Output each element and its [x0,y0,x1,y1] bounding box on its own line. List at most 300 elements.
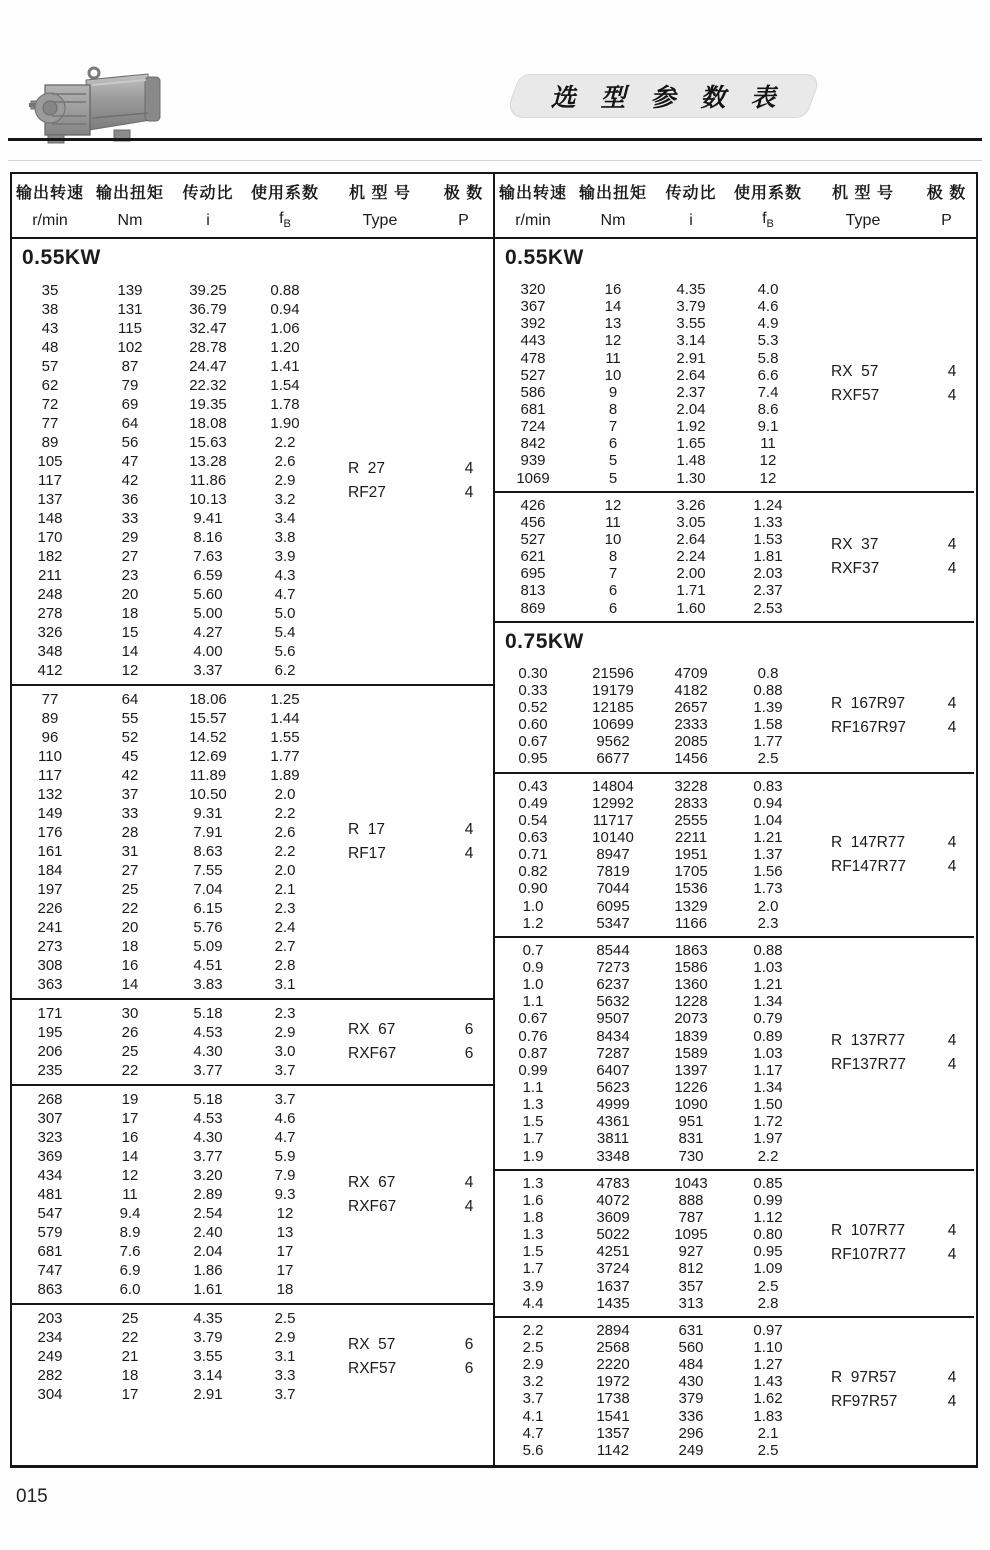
cell: 1.0 [522,976,544,994]
table-header-row [12,174,976,239]
cell: 7.63 [193,548,223,565]
cell: 1.6 [522,1191,544,1209]
table-row [12,281,493,300]
cell: 3.9 [274,548,296,565]
cell: 313 [678,1294,704,1312]
table-row [12,1109,493,1128]
cell: 1.97 [753,1130,783,1148]
type-designation [831,692,977,740]
column-label: 机 型 号 [349,185,411,202]
cell: 6 [608,599,618,617]
pole-count: 4 [947,1056,957,1074]
cell: 5.9 [274,1148,296,1165]
cell: 323 [37,1129,63,1146]
cell: 16 [604,281,622,299]
cell: 3.7 [274,1062,296,1079]
cell: 3.14 [193,1367,223,1384]
cell: 560 [678,1338,704,1356]
cell: 0.82 [518,863,548,881]
type-line [831,360,977,384]
cell: 16 [121,1129,139,1146]
table-row [495,1130,974,1147]
cell: 117 [38,767,62,784]
cell: 1.3 [522,1174,544,1192]
cell: 1.21 [753,829,783,846]
cell: 3.9 [522,1277,544,1295]
cell: 235 [37,1062,63,1079]
table-row [12,690,493,709]
table-row [495,1339,974,1356]
cell: 1456 [674,750,708,768]
type-line [348,1042,494,1066]
cell: 31 [121,843,139,860]
column-unit: Nm [117,211,143,229]
cell: 268 [37,1091,63,1108]
cell: 1839 [674,1027,708,1045]
subscript-b: B [283,218,291,231]
table-row [12,728,493,747]
cell: 2.7 [274,938,296,955]
cell: 4.00 [193,643,223,660]
table-row [495,795,974,812]
column-label: 机 型 号 [832,185,894,202]
type-line [831,1219,977,1243]
type-line [831,1243,977,1267]
cell: 17 [121,1110,139,1127]
cell: 0.88 [753,681,783,699]
table-row [495,1425,974,1442]
cell: 22.32 [189,377,227,394]
cell: 11 [122,1186,138,1203]
table-row [12,975,493,994]
table-row [495,418,974,435]
type-line [348,842,494,866]
cell: 1397 [674,1061,708,1079]
cell: 8 [608,401,618,419]
cell: 0.76 [518,1027,548,1045]
cell: 234 [37,1329,63,1346]
cell: 1.09 [753,1260,783,1278]
table-row [12,1147,493,1166]
cell: 249 [678,1441,704,1459]
cell: 1228 [674,993,708,1011]
cell: 3.79 [193,1329,223,1346]
model-type: R 107R77 [831,1222,906,1240]
cell: 5 [608,469,618,487]
type-designation [348,1171,494,1219]
subscript-b: B [766,218,774,231]
table-row [495,435,974,452]
cell: 4.30 [193,1129,223,1146]
cell: 14.52 [189,729,227,746]
cell: 5.60 [193,586,223,603]
cell: 131 [117,301,143,318]
cell: 0.60 [518,716,548,734]
table-row [495,1175,974,1192]
pole-count: 4 [947,1393,957,1411]
cell: 2.4 [274,919,296,936]
cell: 6.9 [119,1262,141,1279]
cell: 2.03 [753,565,783,583]
column-label: 输出扭矩 [578,185,647,202]
type-line [348,1333,494,1357]
pole-count: 4 [947,559,957,577]
table-row [495,976,974,993]
table-row [12,319,493,338]
header-rule-thin [8,160,982,161]
pole-count: 4 [464,1197,474,1215]
cell: 1951 [674,846,708,864]
cell: 18 [121,938,139,955]
table-row [495,497,974,514]
cell: 4.4 [522,1294,544,1312]
cell: 3.77 [193,1062,223,1079]
cell: 0.71 [518,846,548,864]
page-title: 选 型 参 数 表 [550,84,785,112]
cell: 0.43 [518,777,548,795]
cell: 4.7 [522,1424,544,1442]
table-row [12,766,493,785]
cell: 18 [276,1281,294,1298]
cell: 12 [759,469,777,487]
cell: 1.17 [753,1061,783,1079]
table-row [495,1113,974,1130]
cell: 170 [37,529,63,546]
cell: 29 [121,529,139,546]
cell: 0.8 [757,664,779,682]
cell: 2.6 [274,824,296,841]
table-row [12,1128,493,1147]
type-line [348,1357,494,1381]
cell: 307 [37,1110,63,1127]
cell: 3.7 [274,1386,296,1403]
cell: 9.3 [274,1186,296,1203]
column-unit: Type [845,211,881,229]
cell: 0.52 [518,699,548,717]
cell: 273 [37,938,63,955]
cell: 0.30 [518,664,548,682]
cell: 4.9 [757,315,779,333]
cell: 336 [678,1407,704,1425]
model-type: RXF67 [348,1045,397,1062]
cell: 3609 [596,1208,630,1226]
cell: 7.04 [193,881,223,898]
cell: 55 [121,710,139,727]
cell: 5 [608,452,618,470]
cell: 1.24 [753,496,783,514]
cell: 9.4 [119,1205,141,1222]
cell: 226 [37,900,63,917]
cell: 11.89 [189,767,227,784]
cell: 37 [121,786,139,803]
cell: 2.2 [274,434,296,451]
cell: 1.2 [522,914,544,932]
cell: 8947 [596,846,630,864]
cell: 4.51 [193,957,223,974]
cell: 0.90 [518,880,548,898]
cell: 3.7 [274,1091,296,1108]
table-row [495,993,974,1010]
cell: 12 [276,1205,294,1222]
cell: 13 [276,1224,294,1241]
cell: 3.37 [193,662,223,679]
column-unit: r/min [515,211,551,229]
cell: 2.9 [274,1329,296,1346]
cell: 171 [37,1005,63,1022]
table-row [12,1385,493,1404]
type-designation [831,360,977,408]
cell: 2.04 [676,401,706,419]
table-row [495,514,974,531]
cell: 4.6 [757,298,779,316]
cell: 8.63 [193,843,223,860]
cell: 1536 [674,880,708,898]
table-row [12,1223,493,1242]
type-line [831,716,977,740]
table-row [12,433,493,452]
cell: 13 [604,315,622,333]
table-row [12,395,493,414]
cell: 2.3 [274,1005,296,1022]
type-designation [831,1029,977,1077]
cell: 33 [121,805,139,822]
type-line [348,818,494,842]
cell: 149 [37,805,63,822]
power-section-label: 0.75KW [495,621,974,661]
cell: 64 [121,691,139,708]
cell: 2.2 [274,805,296,822]
cell: 9 [608,383,618,401]
cell: 1.44 [270,710,300,727]
model-type: R 17 [348,821,386,838]
cell: 206 [37,1043,63,1060]
cell: 1586 [674,958,708,976]
cell: 527 [520,531,546,549]
cell: 11 [760,435,776,453]
cell: 1.33 [753,513,783,531]
cell: 888 [678,1191,704,1209]
cell: 2073 [674,1010,708,1028]
cell: 12.69 [189,748,227,765]
cell: 211 [38,567,62,584]
column-label: 使用系数 [733,185,802,202]
data-block [495,936,974,1169]
cell: 182 [37,548,63,565]
cell: 6.2 [274,662,296,679]
cell: 11 [605,513,621,531]
cell: 64 [121,415,139,432]
cell: 1.65 [676,435,706,453]
cell: 184 [37,862,63,879]
cell: 547 [37,1205,63,1222]
cell: 14804 [592,777,634,795]
cell: 72 [41,396,59,413]
cell: 10140 [592,829,634,846]
data-block [12,684,493,998]
table-row [12,604,493,623]
cell: 24.47 [189,358,227,375]
cell: 9.41 [193,510,223,527]
cell: 2.9 [274,472,296,489]
cell: 23 [121,567,139,584]
cell: 2.54 [193,1205,223,1222]
cell: 36.79 [189,301,227,318]
cell: 1.03 [753,1044,783,1062]
cell: 10 [604,366,622,384]
table-row [495,332,974,349]
cell: 4.6 [274,1110,296,1127]
model-type: RXF57 [831,386,880,404]
table-row [12,338,493,357]
cell: 2568 [596,1338,630,1356]
cell: 1.41 [270,358,300,375]
cell: 36 [121,491,139,508]
column-unit: i [206,211,210,229]
cell: 96 [41,729,59,746]
cell: 48 [41,339,59,356]
cell: 3.2 [274,491,296,508]
cell: 1.27 [753,1356,783,1374]
cell: 1.89 [270,767,300,784]
cell: 10.50 [189,786,227,803]
model-type: R 167R97 [831,695,906,713]
cell: 2.2 [522,1321,544,1339]
cell: 11 [605,349,621,367]
cell: 2.3 [274,900,296,917]
column-label: 传动比 [182,185,234,202]
cell: 10 [604,531,622,549]
cell: 3811 [596,1130,630,1148]
cell: 1.61 [193,1281,223,1298]
cell: 812 [678,1260,704,1278]
cell: 19.35 [189,396,227,413]
cell: 0.49 [518,794,548,812]
column-unit: r/min [32,211,68,229]
cell: 1.54 [270,377,300,394]
model-type: RF97R57 [831,1393,898,1411]
cell: 0.95 [753,1243,783,1261]
table-row [12,642,493,661]
cell: 4182 [674,681,708,699]
cell: 1166 [674,914,708,932]
table-row [12,956,493,975]
cell: 0.33 [518,681,548,699]
cell: 296 [678,1424,704,1442]
data-block [495,277,974,491]
table-row [12,880,493,899]
column-label: 输出转速 [498,185,567,202]
cell: 1.0 [522,897,544,915]
cell: 1.25 [270,691,300,708]
cell: 484 [678,1356,704,1374]
cell: 15.63 [189,434,227,451]
data-block [12,1084,493,1303]
table-row [495,1096,974,1113]
cell: 1.81 [753,548,783,566]
table-row [12,623,493,642]
cell: 4.7 [274,1129,296,1146]
cell: 1.34 [753,993,783,1011]
table-row [12,899,493,918]
cell: 1.03 [753,958,783,976]
cell: 89 [41,710,59,727]
cell: 0.95 [518,750,548,768]
data-block [12,1303,493,1408]
table-row [495,778,974,795]
cell: 1.43 [753,1373,783,1391]
cell: 2.1 [274,881,296,898]
cell: 1043 [674,1174,708,1192]
type-designation [348,1018,494,1066]
cell: 25 [121,1310,139,1327]
type-line [348,1195,494,1219]
cell: 1.71 [676,582,706,600]
cell: 7.4 [757,383,779,401]
cell: 9.1 [757,418,779,436]
cell: 0.79 [753,1010,783,1028]
cell: 248 [37,586,63,603]
cell: 5.18 [193,1091,223,1108]
table-row [12,937,493,956]
model-type: RF137R77 [831,1056,906,1074]
cell: 20 [121,919,139,936]
cell: 1.12 [753,1208,783,1226]
cell: 1.58 [753,716,783,734]
cell: 1329 [674,897,708,915]
cell: 7.6 [119,1243,141,1260]
cell: 87 [121,358,139,375]
cell: 2.24 [676,548,706,566]
type-designation [831,831,977,879]
cell: 4072 [596,1191,630,1209]
cell: 8434 [596,1027,630,1045]
table-row [495,315,974,332]
table-row [495,1010,974,1027]
cell: 3.79 [676,298,706,316]
table-row [12,585,493,604]
cell: 4361 [596,1113,630,1131]
model-type: RF17 [348,845,386,862]
pole-count: 4 [947,386,957,404]
pole-count: 4 [947,857,957,875]
cell: 357 [678,1277,704,1295]
cell: 3.55 [676,315,706,333]
cell: 47 [121,453,139,470]
cell: 8544 [596,941,630,959]
cell: 1972 [596,1373,630,1391]
cell: 18 [121,1367,139,1384]
cell: 631 [678,1321,704,1339]
cell: 2833 [674,794,708,812]
cell: 5.8 [757,349,779,367]
cell: 1.72 [753,1113,783,1131]
table-row [12,414,493,433]
cell: 1.53 [753,531,783,549]
cell: 18.08 [189,415,227,432]
cell: 3.26 [676,496,706,514]
cell: 30 [121,1005,139,1022]
column-unit: i [689,211,693,229]
table-row [495,281,974,298]
cell: 369 [37,1148,63,1165]
cell: 5.6 [522,1441,544,1459]
cell: 52 [121,729,139,746]
cell: 0.99 [753,1191,783,1209]
data-block [495,661,974,772]
cell: 2333 [674,716,708,734]
cell: 5.09 [193,938,223,955]
table-row [12,1090,493,1109]
